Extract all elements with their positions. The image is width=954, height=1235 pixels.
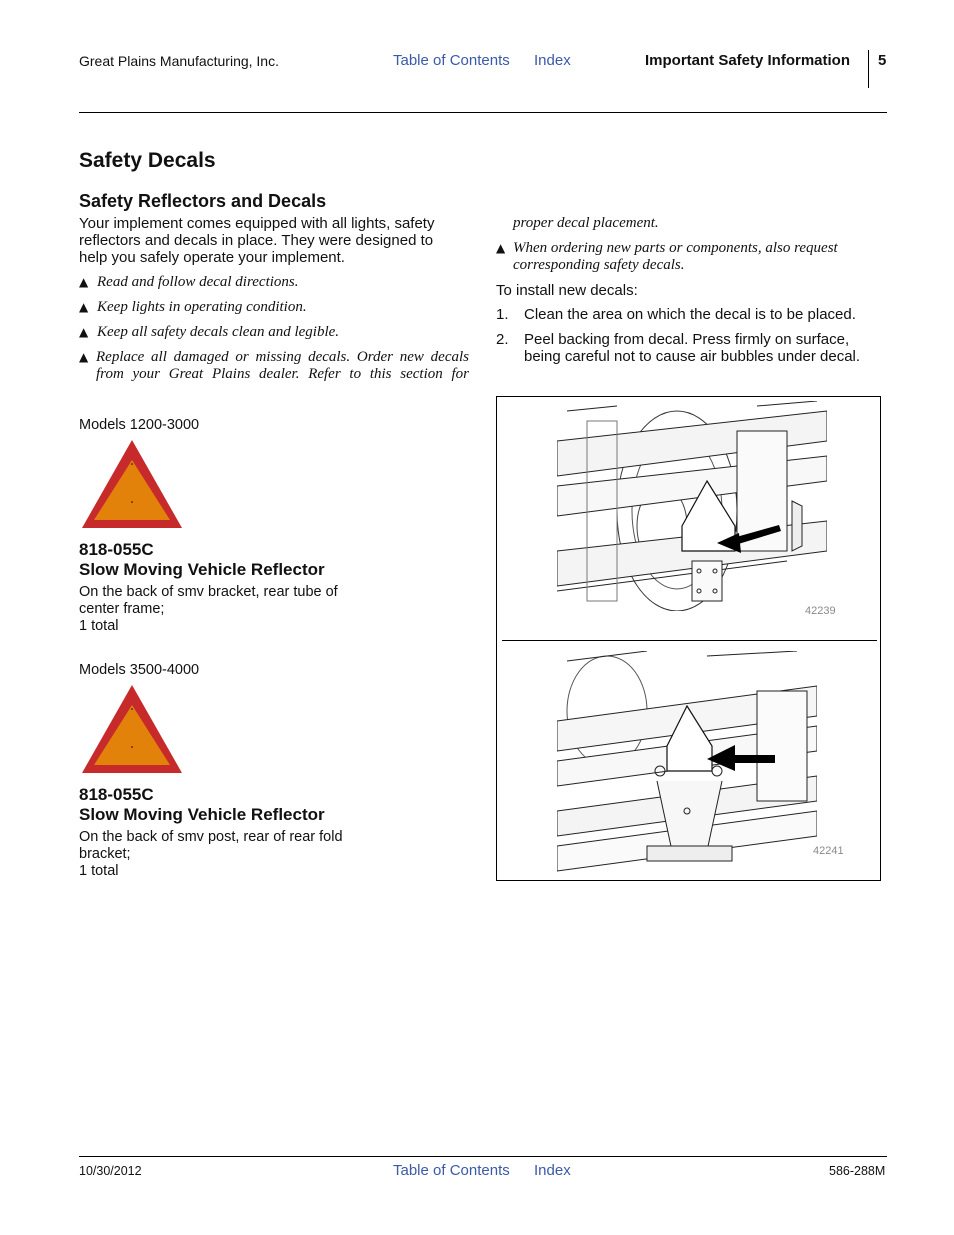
triangle-bullet-icon: ▲ — [79, 350, 89, 364]
footer-date: 10/30/2012 — [79, 1164, 142, 1178]
figure-number: 42239 — [805, 605, 836, 617]
machine-illustration-bottom — [557, 651, 817, 873]
page-number: 5 — [878, 52, 887, 69]
install-heading: To install new decals: — [496, 282, 638, 299]
decal-name: Slow Moving Vehicle Reflector — [79, 805, 325, 824]
footer-doc-number: 586-288M — [829, 1164, 886, 1178]
machine-illustration-top — [557, 401, 827, 611]
footer-toc-link[interactable]: Table of Contents — [393, 1162, 510, 1179]
decal-location: On the back of smv bracket, rear tube of center frame; — [79, 584, 338, 617]
decal-models: Models 3500-4000 — [79, 662, 200, 678]
bullet-text: Replace all damaged or missing decals. Order new decals from your Great Plains dealer. Refer to this section for — [96, 349, 469, 382]
header-toc-link[interactable]: Table of Contents — [393, 52, 510, 69]
bullet-text: Keep all safety decals clean and legible. — [97, 324, 340, 340]
bullet-item — [79, 349, 469, 383]
page-title: Safety Decals — [79, 149, 216, 172]
header-index-link[interactable]: Index — [534, 52, 571, 69]
bullet-item — [79, 274, 469, 291]
step-item — [496, 306, 886, 323]
decal-quantity: 1 total — [79, 863, 119, 879]
figure-box — [496, 396, 881, 881]
step-text: Clean the area on which the decal is to be placed. — [524, 306, 856, 323]
bullet-text: Keep lights in operating condition. — [97, 299, 307, 315]
footer-rule — [79, 1156, 887, 1157]
intro-paragraph: Your implement comes equipped with all lights, safety reflectors and decals in place. They were designed to help you safely operate your implement. — [79, 215, 435, 266]
decal-part-number: 818-055C — [79, 785, 154, 804]
decal-quantity: 1 total — [79, 618, 119, 634]
decal-part-number: 818-055C — [79, 540, 154, 559]
triangle-bullet-icon: ▲ — [496, 241, 506, 255]
header-divider — [868, 50, 869, 88]
company-name: Great Plains Manufacturing, Inc. — [79, 53, 279, 69]
triangle-bullet-icon: ▲ — [79, 275, 89, 289]
section-heading: Safety Reflectors and Decals — [79, 191, 327, 211]
bullet-continuation: proper decal placement. — [513, 215, 659, 231]
bullet-text: When ordering new parts or components, also request corresponding safety decals. — [513, 240, 838, 273]
triangle-bullet-icon: ▲ — [79, 300, 89, 314]
smv-reflector-decal — [80, 438, 184, 530]
bullet-item — [79, 324, 469, 341]
header-rule — [79, 112, 887, 113]
bullet-text: Read and follow decal directions. — [97, 274, 299, 290]
step-text: Peel backing from decal. Press firmly on surface, being careful not to cause air bubbles under decal. — [524, 331, 861, 365]
footer-index-link[interactable]: Index — [534, 1162, 571, 1179]
smv-reflector-decal — [80, 683, 184, 775]
decal-models: Models 1200-3000 — [79, 417, 200, 433]
step-item — [496, 331, 886, 365]
bullet-item — [79, 299, 469, 316]
step-number: 1. — [496, 306, 509, 323]
decal-name: Slow Moving Vehicle Reflector — [79, 560, 325, 579]
figure-number: 42241 — [813, 845, 844, 857]
triangle-bullet-icon: ▲ — [79, 325, 89, 339]
decal-location: On the back of smv post, rear of rear fold bracket; — [79, 829, 343, 862]
section-title: Important Safety Information — [645, 52, 851, 69]
figure-divider — [502, 640, 877, 641]
bullet-item — [496, 240, 888, 274]
step-number: 2. — [496, 331, 509, 348]
